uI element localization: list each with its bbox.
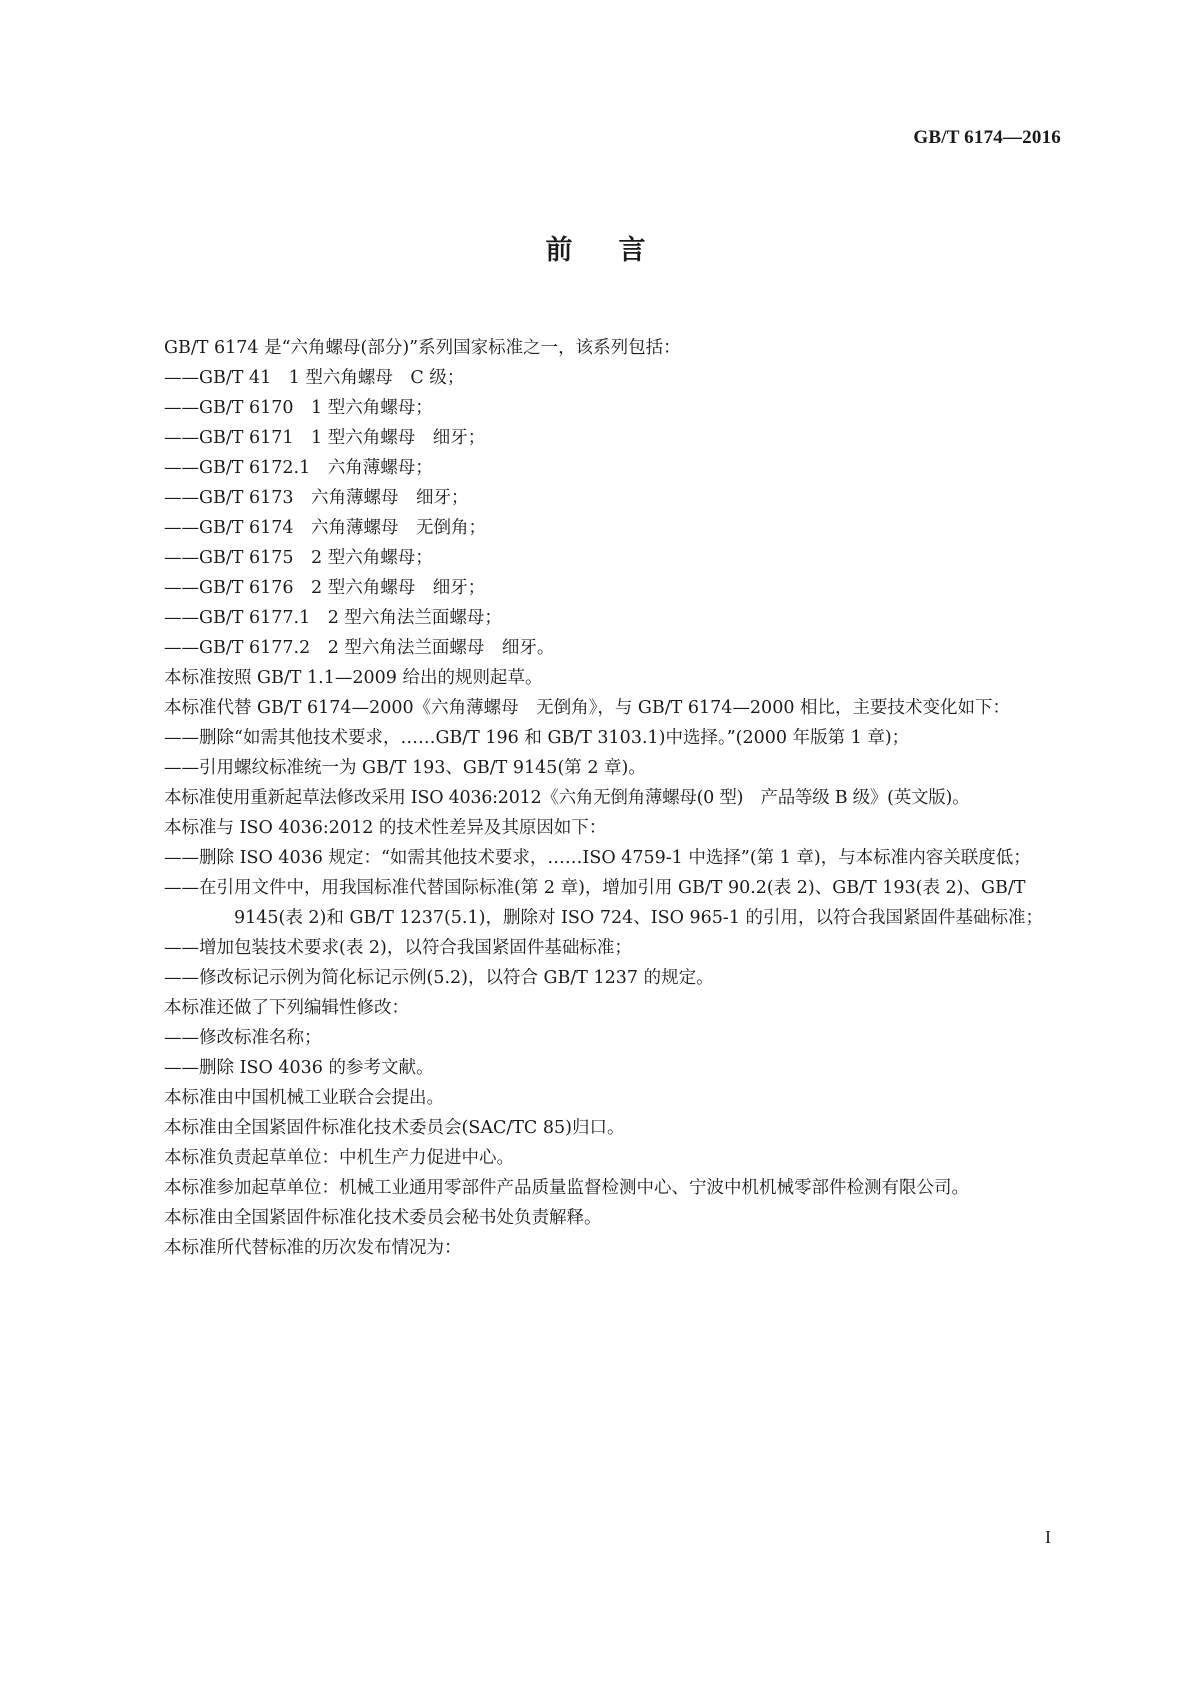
- list-item: ——GB/T 6177.2 2 型六角法兰面螺母 细牙。: [164, 638, 555, 658]
- list-item: ——修改标记示例为简化标记示例(5.2)，以符合 GB/T 1237 的规定。: [164, 968, 714, 988]
- paragraph: 本标准由中国机械工业联合会提出。: [164, 1088, 444, 1108]
- paragraph: 本标准使用重新起草法修改采用 ISO 4036:2012《六角无倒角薄螺母(0 型) 产品等级 B 级》(英文版)。: [164, 788, 970, 808]
- list-item: ——GB/T 6173 六角薄螺母 细牙；: [164, 488, 469, 508]
- list-item: ——GB/T 6174 六角薄螺母 无倒角；: [164, 518, 487, 538]
- paragraph: 本标准负责起草单位：中机生产力促进中心。: [164, 1148, 514, 1168]
- list-item: ——GB/T 6170 1 型六角螺母；: [164, 398, 433, 418]
- list-item: ——GB/T 6175 2 型六角螺母；: [164, 548, 433, 568]
- list-item: ——GB/T 41 1 型六角螺母 C 级；: [164, 368, 465, 388]
- list-item: ——删除“如需其他技术要求，……GB/T 196 和 GB/T 3103.1)中选择。”(2000 年版第 1 章)；: [164, 728, 910, 748]
- standard-code: GB/T 6174—2016: [913, 127, 1061, 148]
- list-item: ——GB/T 6177.1 2 型六角法兰面螺母；: [164, 608, 502, 628]
- paragraph: 本标准所代替标准的历次发布情况为：: [164, 1238, 462, 1258]
- page-number: I: [1045, 1527, 1051, 1547]
- paragraph: 本标准由全国紧固件标准化技术委员会(SAC/TC 85)归口。: [164, 1118, 625, 1138]
- paragraph: 本标准还做了下列编辑性修改：: [164, 998, 409, 1018]
- paragraph: 本标准与 ISO 4036:2012 的技术性差异及其原因如下：: [164, 818, 607, 838]
- list-item: ——GB/T 6171 1 型六角螺母 细牙；: [164, 428, 486, 448]
- paragraph: 本标准按照 GB/T 1.1—2009 给出的规则起草。: [164, 668, 543, 688]
- list-item: ——删除 ISO 4036 规定：“如需其他技术要求，……ISO 4759-1 中选择”(第 1 章)，与本标准内容关联度低；: [164, 848, 1031, 868]
- list-item: ——修改标准名称；: [164, 1028, 322, 1048]
- foreword-body: [129, 333, 1059, 1263]
- paragraph: 本标准代替 GB/T 6174—2000《六角薄螺母 无倒角》，与 GB/T 6174—2000 相比，主要技术变化如下：: [164, 698, 1011, 718]
- paragraph: 本标准参加起草单位：机械工业通用零部件产品质量监督检测中心、宁波中机机械零部件检测有限公司。: [164, 1178, 969, 1198]
- page-title: 前言: [545, 235, 692, 266]
- paragraph: 本标准由全国紧固件标准化技术委员会秘书处负责解释。: [164, 1208, 602, 1228]
- paragraph: GB/T 6174 是“六角螺母(部分)”系列国家标准之一，该系列包括：: [164, 338, 681, 358]
- list-item: ——引用螺纹标准统一为 GB/T 193、GB/T 9145(第 2 章)。: [164, 758, 646, 778]
- list-item: ——GB/T 6176 2 型六角螺母 细牙；: [164, 578, 486, 598]
- list-item: ——增加包装技术要求(表 2)，以符合我国紧固件基础标准；: [164, 938, 632, 958]
- list-item: ——删除 ISO 4036 的参考文献。: [164, 1058, 434, 1078]
- list-item: ——GB/T 6172.1 六角薄螺母；: [164, 458, 433, 478]
- list-item: ——在引用文件中，用我国标准代替国际标准(第 2 章)，增加引用 GB/T 90.2(表 2)、GB/T 193(表 2)、GB/T 9145(表 2)和 GB/T 1237(5.1)，删除对 ISO 724、ISO 965-1 的引用，以符合我国紧固件基础标准；: [164, 878, 1044, 928]
